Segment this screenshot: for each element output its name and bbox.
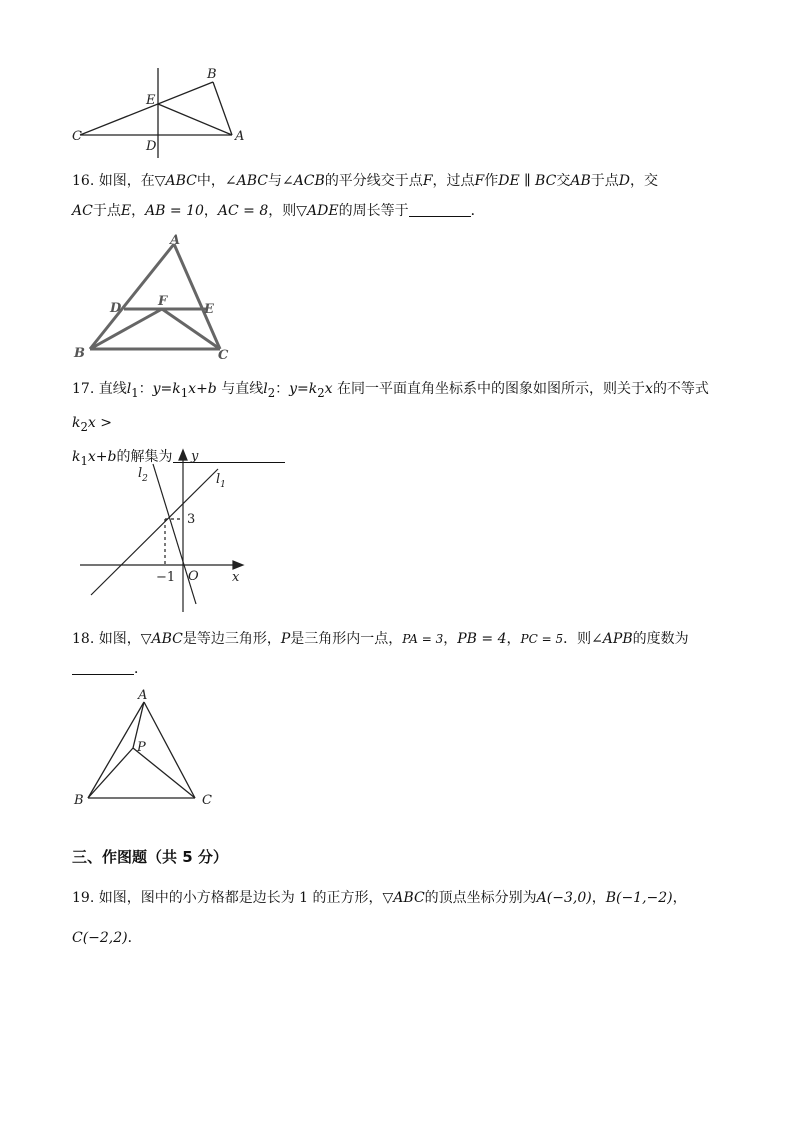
tick-label-3: 3 — [187, 512, 196, 527]
question-19: 19. 如图，图中的小方格都是边长为 1 的正方形，▽ABC的顶点坐标分别为A(−3,0)，B(−1,−2)， C(−2,2)． — [72, 890, 687, 946]
label-C: C — [202, 793, 212, 808]
question-17: 17. 直线$l_1$：$y=k_1x+b$ 与直线$l_2$：$y=k_2x$ 在同一平面直角坐标系中的图象如图所示，则关于x的不等式$k_2x$ > $k_1x+b$的解集为 — [72, 381, 709, 468]
label-F: F — [158, 294, 168, 309]
label-A: A — [170, 233, 181, 248]
label-E: E — [204, 302, 214, 317]
label-C: C — [218, 348, 229, 362]
question-18: 18. 如图，▽ABC是等边三角形，P是三角形内一点，PA = 3，PB = 4，PC = 5．则∠APB的度数为 ． — [72, 631, 689, 677]
label-B: B — [74, 346, 85, 361]
axis-label-y: y — [191, 449, 199, 464]
figure-q18 — [70, 684, 230, 814]
line-label-l1: $l_1$ — [216, 472, 226, 490]
section-heading: 三、作图题（共 5 分） — [72, 848, 228, 866]
axis-label-x: x — [232, 570, 240, 585]
label-B: B — [74, 793, 84, 808]
figure-q16 — [70, 232, 240, 362]
origin-label: O — [188, 569, 199, 584]
label-E: E — [146, 93, 156, 108]
figure-q15 — [70, 62, 260, 162]
answer-blank-18[interactable] — [72, 660, 134, 675]
label-C: C — [72, 129, 82, 144]
question-16: 16. 如图，在▽ABC中，∠ABC与∠ACB的平分线交于点F，过点F作DE ∥ BC交AB于点D，交 AC于点E，AB = 10，AC = 8，则▽ADE的周长等于 ． — [72, 173, 658, 219]
label-A: A — [138, 688, 148, 703]
label-B: B — [207, 67, 217, 82]
answer-blank-16[interactable] — [409, 202, 471, 217]
figure-q17 — [78, 444, 258, 616]
label-D: D — [146, 139, 157, 154]
line-label-l2: $l_2$ — [138, 466, 148, 484]
tick-label-neg1: −1 — [156, 570, 176, 585]
label-A: A — [235, 129, 245, 144]
label-P: P — [137, 740, 146, 755]
label-D: D — [110, 301, 122, 316]
